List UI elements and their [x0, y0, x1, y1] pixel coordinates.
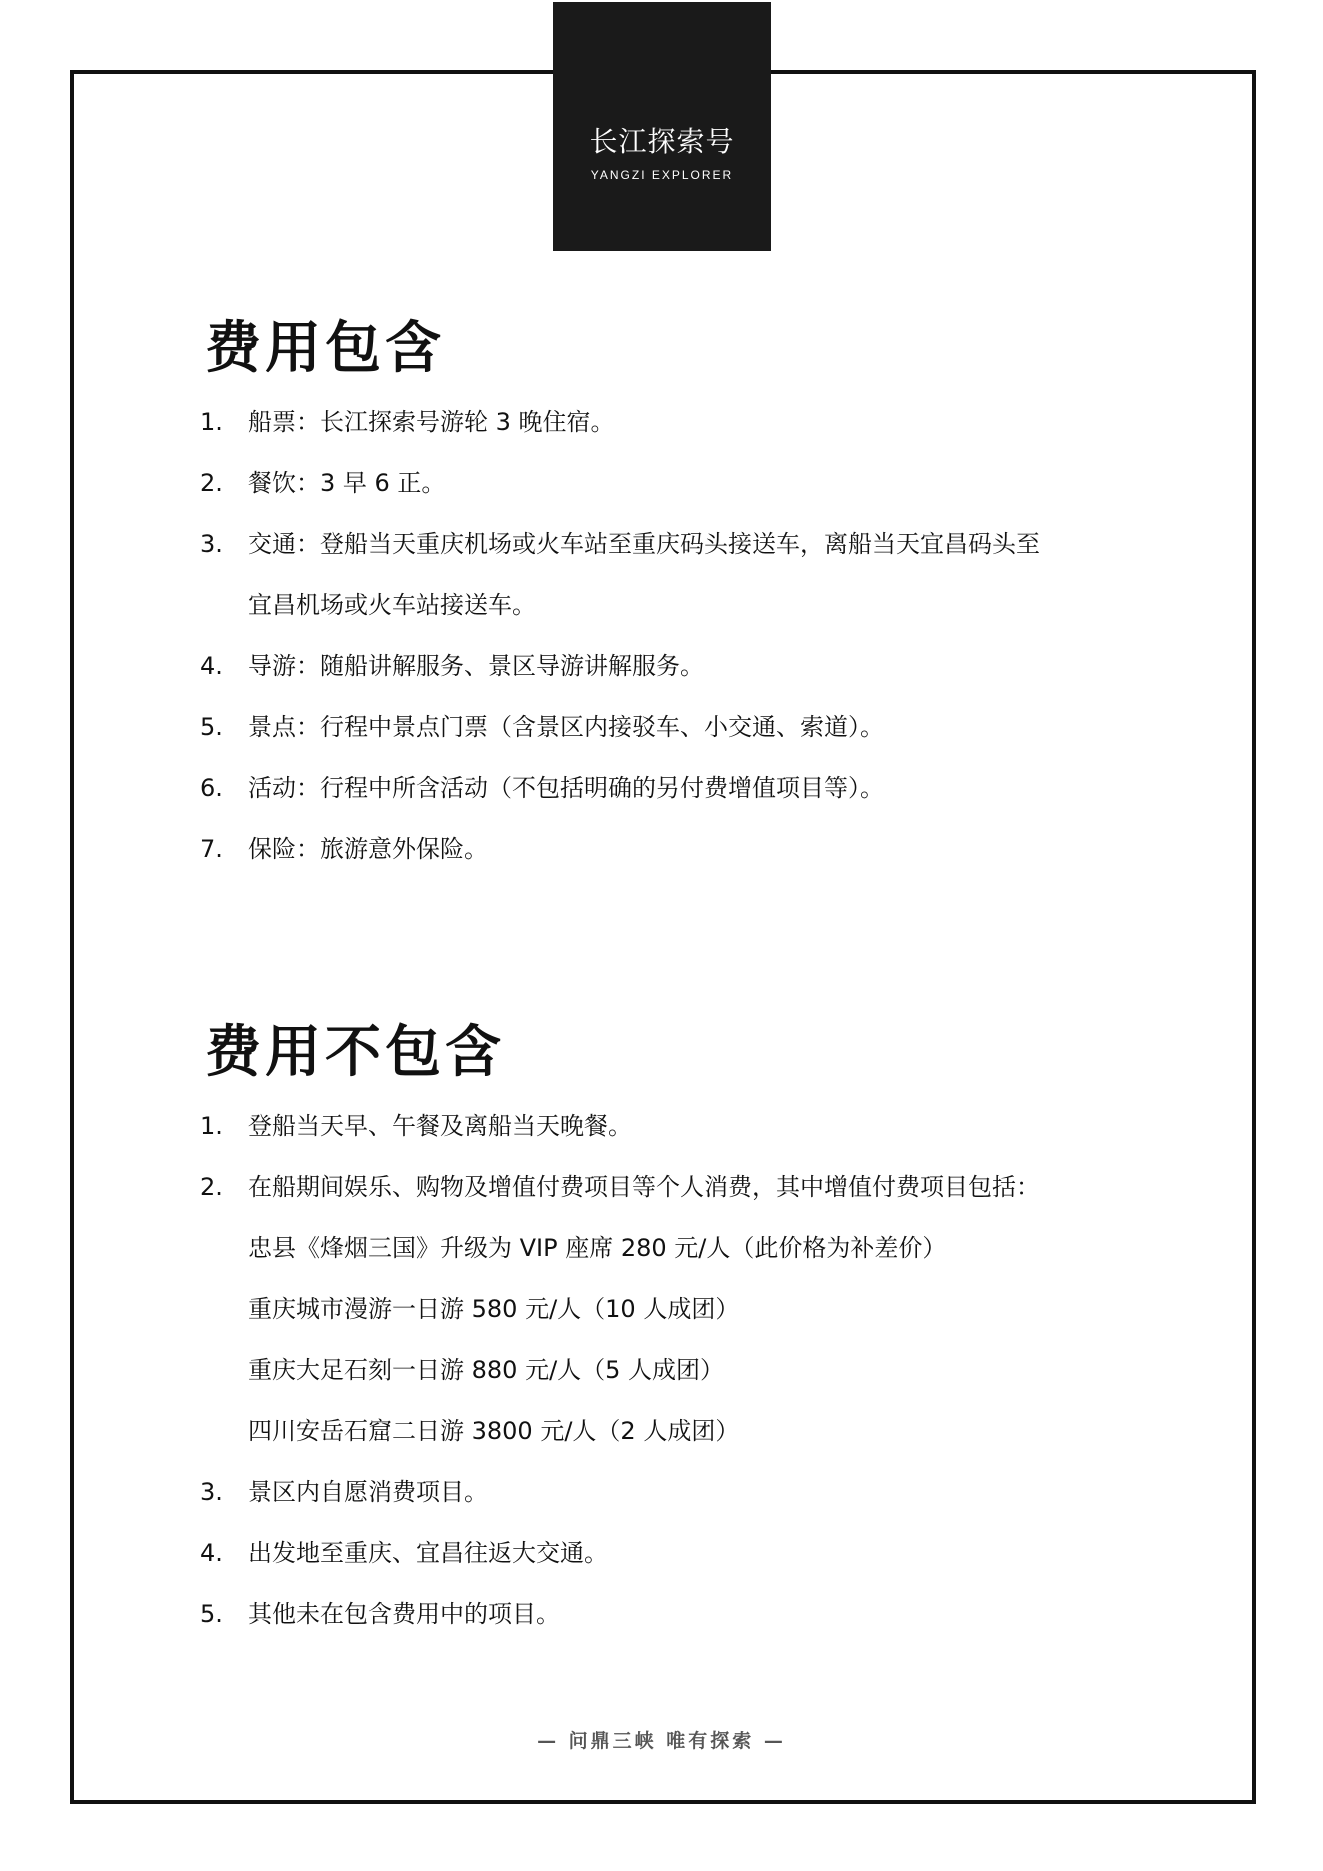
- brand-name-en: YANGZI EXPLORER: [590, 168, 734, 182]
- item-text: 餐饮：3 早 6 正。: [248, 469, 446, 497]
- item-text: 登船当天早、午餐及离船当天晚餐。: [248, 1112, 632, 1140]
- included-list: [200, 407, 1040, 895]
- item-text: 出发地至重庆、宜昌往返大交通。: [248, 1539, 608, 1567]
- item-text: 导游：随船讲解服务、景区导游讲解服务。: [248, 652, 704, 680]
- footer-slogan: — 问鼎三峡 唯有探索 —: [537, 1730, 786, 1752]
- item-text: 交通：登船当天重庆机场或火车站至重庆码头接送车，离船当天宜昌码头至: [248, 530, 1040, 558]
- item-text: 其他未在包含费用中的项目。: [248, 1600, 560, 1628]
- included-item: [200, 773, 1040, 803]
- item-text: 保险：旅游意外保险。: [248, 835, 488, 863]
- included-title: 费用包含: [205, 315, 445, 381]
- item-number: 4.: [200, 1539, 223, 1567]
- item-number: 5.: [200, 713, 223, 741]
- brand-name-cn: 长江探索号: [589, 125, 735, 158]
- item-number: 5.: [200, 1600, 223, 1628]
- excluded-item: [200, 1599, 1040, 1629]
- item-number: 6.: [200, 774, 223, 802]
- item-text: 活动：行程中所含活动（不包括明确的另付费增值项目等）。: [248, 774, 884, 802]
- item-number: 7.: [200, 835, 223, 863]
- excluded-item: [200, 1111, 1040, 1141]
- included-item: [200, 468, 1040, 498]
- excluded-list: [200, 1111, 1040, 1660]
- item-text: 重庆大足石刻一日游 880 元/人（5 人成团）: [248, 1356, 725, 1384]
- item-text: 船票：长江探索号游轮 3 晚住宿。: [248, 408, 615, 436]
- item-number: 1.: [200, 1112, 223, 1140]
- item-text: 四川安岳石窟二日游 3800 元/人（2 人成团）: [248, 1417, 740, 1445]
- included-item: [200, 529, 1040, 620]
- item-text: 忠县《烽烟三国》升级为 VIP 座席 280 元/人（此价格为补差价）: [248, 1234, 947, 1262]
- excluded-item: [200, 1172, 1040, 1446]
- included-item: [200, 651, 1040, 681]
- item-number: 4.: [200, 652, 223, 680]
- excluded-title: 费用不包含: [205, 1019, 505, 1085]
- included-item: [200, 407, 1040, 437]
- item-text: 景点：行程中景点门票（含景区内接驳车、小交通、索道）。: [248, 713, 884, 741]
- item-number: 3.: [200, 530, 223, 558]
- included-item: [200, 834, 1040, 864]
- item-number: 2.: [200, 1173, 223, 1201]
- brand-logo: [553, 2, 771, 251]
- item-text: 在船期间娱乐、购物及增值付费项目等个人消费，其中增值付费项目包括：: [248, 1173, 1040, 1201]
- item-text: 重庆城市漫游一日游 580 元/人（10 人成团）: [248, 1295, 740, 1323]
- item-text: 景区内自愿消费项目。: [248, 1478, 488, 1506]
- excluded-item: [200, 1477, 1040, 1507]
- included-item: [200, 712, 1040, 742]
- item-text: 宜昌机场或火车站接送车。: [248, 591, 536, 619]
- item-number: 1.: [200, 408, 223, 436]
- excluded-item: [200, 1538, 1040, 1568]
- item-number: 3.: [200, 1478, 223, 1506]
- item-number: 2.: [200, 469, 223, 497]
